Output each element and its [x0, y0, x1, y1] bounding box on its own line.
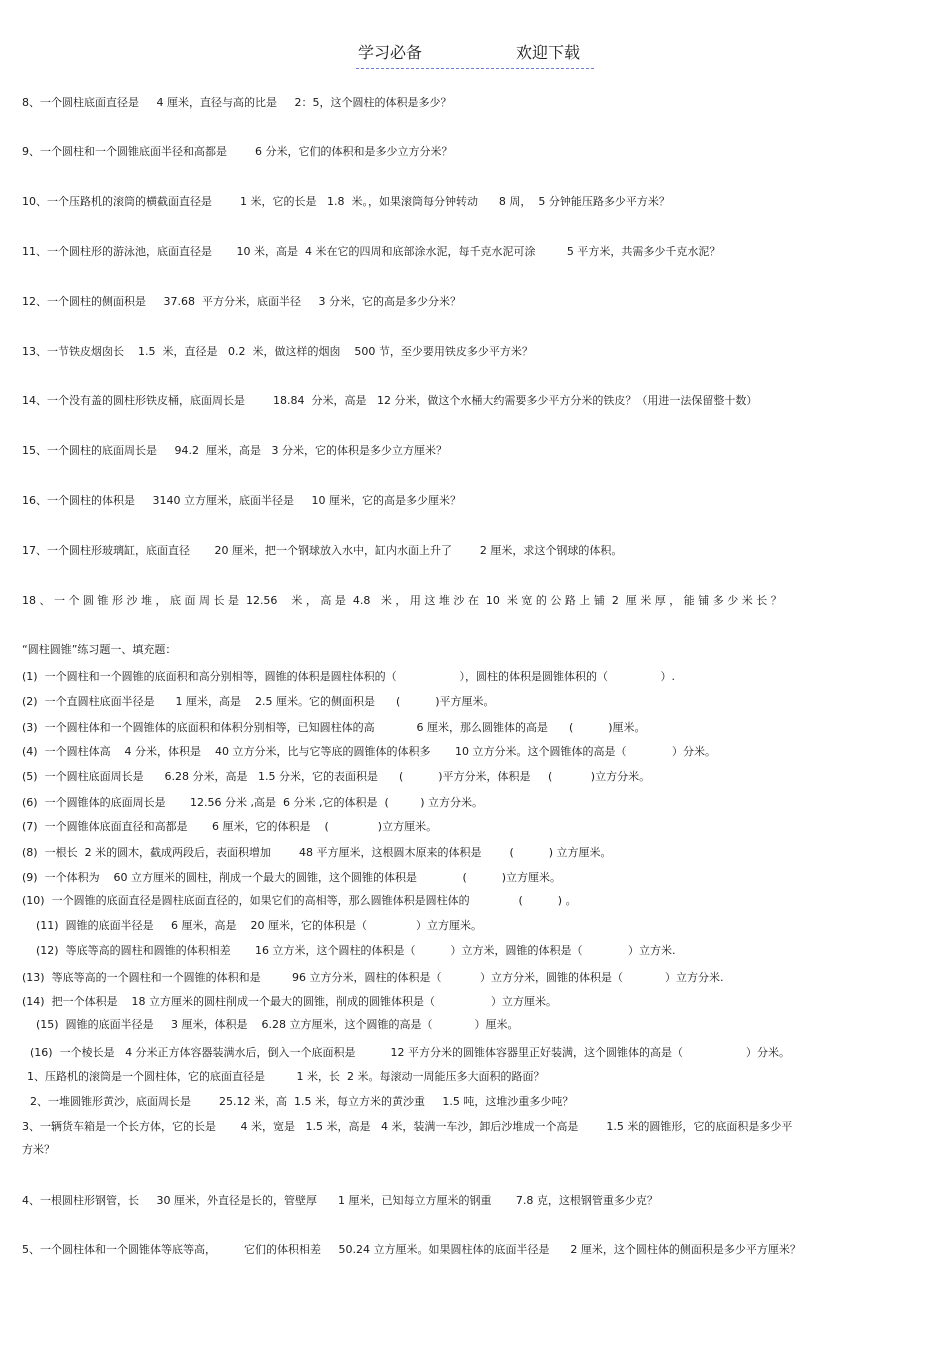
- text-line: 12、一个圆柱的侧面积是 37.68 平方分米，底面半径 3 分米，它的高是多少分米？: [22, 295, 461, 308]
- text-line: 5、一个圆柱体和一个圆锥体等底等高， 它们的体积相差 50.24 立方厘米。如果圆柱体的底面半径是 2 厘米，这个圆柱体的侧面积是多少平方厘米？: [22, 1243, 801, 1256]
- text-line: 17、一个圆柱形玻璃缸，底面直径 20 厘米，把一个钢球放入水中，缸内水面上升了 2 厘米，求这个钢球的体积。: [22, 544, 623, 557]
- text-line: (8) 一根长 2 米的圆木，截成两段后，表面积增加 48 平方厘米，这根圆木原来的体积是 ( ) 立方厘米。: [22, 846, 612, 859]
- text-line: 10、一个压路机的滚筒的横截面直径是 1 米，它的长是 1.8 米。，如果滚筒每分钟转动 8 周， 5 分钟能压路多少平方米？: [22, 195, 670, 208]
- text-line: (11) 圆锥的底面半径是 6 厘米，高是 20 厘米，它的体积是（ ）立方厘米。: [36, 919, 482, 932]
- text-line: (7) 一个圆锥体底面直径和高都是 6 厘米，它的体积是 ( )立方厘米。: [22, 820, 438, 833]
- text-line: (6) 一个圆锥体的底面周长是 12.56 分米 ,高是 6 分米 ,它的体积是 ( ) 立方分米。: [22, 796, 484, 809]
- text-line: (4) 一个圆柱体高 4 分米，体积是 40 立方分米，比与它等底的圆锥体的体积多 10 立方分米。这个圆锥体的高是（ ）分米。: [22, 745, 716, 758]
- text-line: 9、一个圆柱和一个圆锥底面半径和高都是 6 分米，它们的体积和是多少立方分米？: [22, 145, 453, 158]
- text-line: (2) 一个直圆柱底面半径是 1 厘米，高是 2.5 厘米。它的侧面积是 ( )平方厘米。: [22, 695, 495, 708]
- text-line: 14、一个没有盖的圆柱形铁皮桶，底面周长是 18.84 分米，高是 12 分米，做这个水桶大约需要多少平方分米的铁皮？（用进一法保留整十数）: [22, 394, 758, 407]
- text-line: (3) 一个圆柱体和一个圆锥体的底面积和体积分别相等，已知圆柱体的高 6 厘米，那么圆锥体的高是 ( )厘米。: [22, 721, 646, 734]
- page-header: [356, 42, 594, 69]
- text-line: 3、一辆货车箱是一个长方体，它的长是 4 米，宽是 1.5 米，高是 4 米，装满一车沙，卸后沙堆成一个高是 1.5 米的圆锥形，它的底面积是多少平: [22, 1120, 793, 1133]
- text-line: (13) 等底等高的一个圆柱和一个圆锥的体积和是 96 立方分米，圆柱的体积是（ ）立方分米，圆锥的体积是（ ）立方分米.: [22, 971, 724, 984]
- text-line: 16、一个圆柱的体积是 3140 立方厘米，底面半径是 10 厘米，它的高是多少厘米？: [22, 494, 461, 507]
- text-line: 11、一个圆柱形的游泳池，底面直径是 10 米，高是 4 米在它的四周和底部涂水泥，每千克水泥可涂 5 平方米，共需多少千克水泥？: [22, 245, 721, 258]
- text-line: (10) 一个圆锥的底面直径是圆柱底面直径的，如果它们的高相等，那么圆锥体积是圆柱体的 ( ) 。: [22, 894, 577, 907]
- text-line: 13、一节铁皮烟囱长 1.5 米，直径是 0.2 米，做这样的烟囱 500 节，至少要用铁皮多少平方米？: [22, 345, 533, 358]
- header-right-text: 欢迎下载: [516, 43, 581, 62]
- text-line: (16) 一个棱长是 4 分米正方体容器装满水后，倒入一个底面积是 12 平方分米的圆锥体容器里正好装满，这个圆锥体的高是（ ）分米。: [30, 1046, 790, 1059]
- text-line: 1、压路机的滚筒是一个圆柱体，它的底面直径是 1 米，长 2 米。每滚动一周能压多大面积的路面？: [27, 1070, 545, 1083]
- text-line: (15) 圆锥的底面半径是 3 厘米，体积是 6.28 立方厘米，这个圆锥的高是（ ）厘米。: [36, 1018, 519, 1031]
- text-line: (12) 等底等高的圆柱和圆锥的体积相差 16 立方米，这个圆柱的体积是（ ）立方米，圆锥的体积是（ ）立方米.: [36, 944, 676, 957]
- text-line: “圆柱圆锥”练习题一、填充题：: [22, 643, 177, 656]
- text-line: 8、一个圆柱底面直径是 4 厘米，直径与高的比是 2：5，这个圆柱的体积是多少？: [22, 96, 452, 109]
- text-line: 2、一堆圆锥形黄沙，底面周长是 25.12 米，高 1.5 米，每立方米的黄沙重 1.5 吨，这堆沙重多少吨？: [30, 1095, 574, 1108]
- text-line: (14) 把一个体积是 18 立方厘米的圆柱削成一个最大的圆锥，削成的圆锥体积是（ ）立方厘米。: [22, 995, 557, 1008]
- text-line: 方米？: [22, 1143, 55, 1156]
- text-line: 18 、 一 个 圆 锥 形 沙 堆 ， 底 面 周 长 是 12.56 米 ， 高 是 4.8 米 ， 用 这 堆 沙 在 10 米 宽 的 公 路 上 铺 2 厘 米 厚 ， 能 铺 多 少 米 长 ？: [22, 594, 782, 607]
- text-line: 4、一根圆柱形钢管，长 30 厘米，外直径是长的，管壁厚 1 厘米，已知每立方厘米的钢重 7.8 克，这根钢管重多少克？: [22, 1194, 658, 1207]
- header-left-text: 学习必备: [358, 43, 423, 62]
- text-line: (5) 一个圆柱底面周长是 6.28 分米，高是 1.5 分米，它的表面积是 ( )平方分米，体积是 ( )立方分米。: [22, 770, 651, 783]
- text-line: 15、一个圆柱的底面周长是 94.2 厘米，高是 3 分米，它的体积是多少立方厘米？: [22, 444, 447, 457]
- text-line: (9) 一个体积为 60 立方厘米的圆柱，削成一个最大的圆锥，这个圆锥的体积是 ( )立方厘米。: [22, 871, 562, 884]
- text-line: (1) 一个圆柱和一个圆锥的底面积和高分别相等，圆锥的体积是圆柱体积的（ ），圆柱的体积是圆锥体积的（ ）.: [22, 670, 675, 683]
